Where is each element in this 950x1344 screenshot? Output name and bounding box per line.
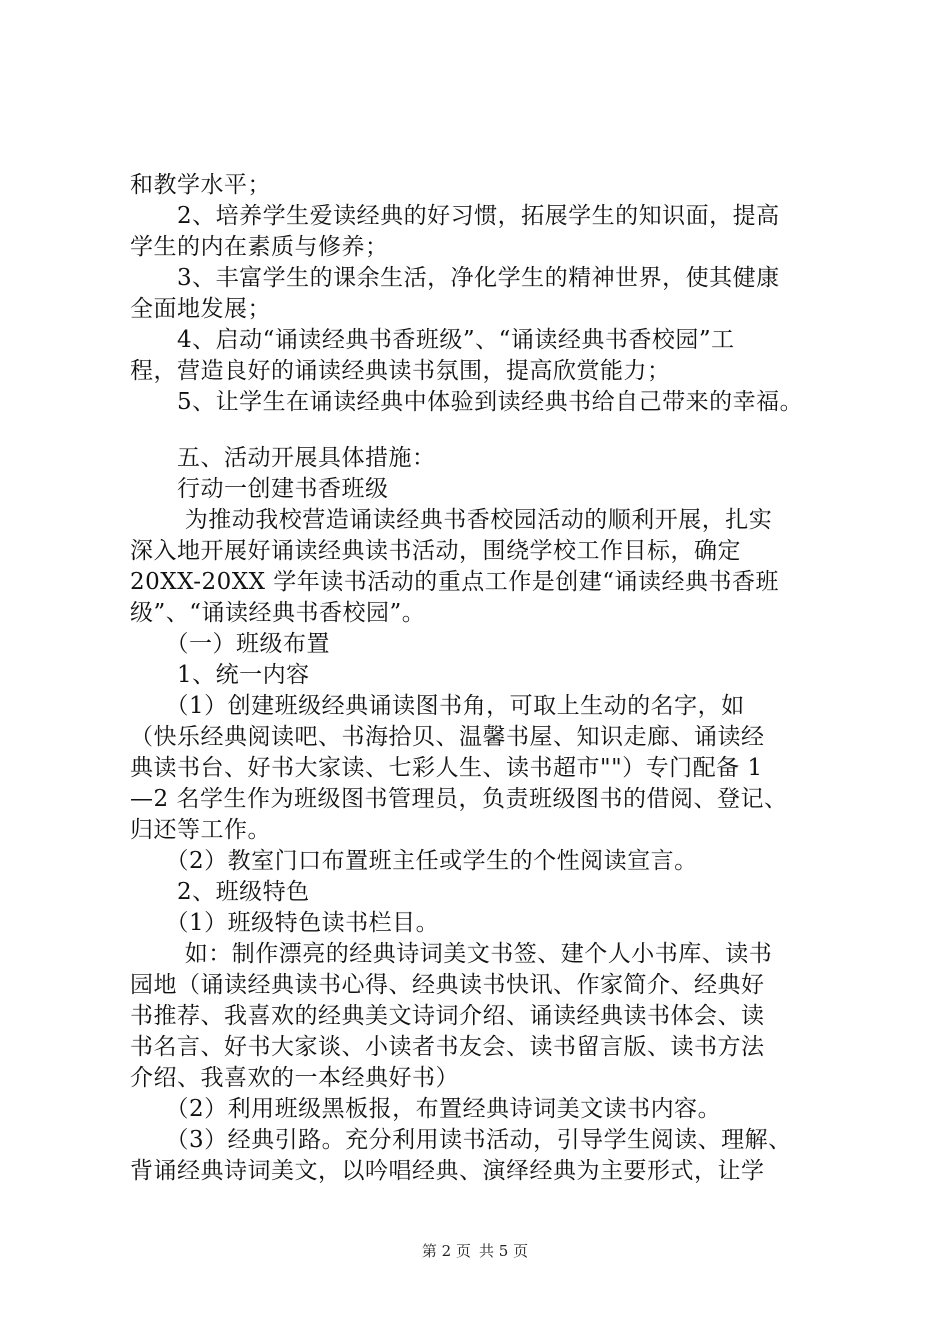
text-line: 背诵经典诗词美文，以吟唱经典、演绎经典为主要形式，让学 — [130, 1158, 765, 1184]
text-line: 5、让学生在诵读经典中体验到读经典书给自己带来的幸福。 — [130, 389, 804, 415]
text-line: 行动一创建书香班级 — [130, 476, 389, 502]
text-line: 1、统一内容 — [130, 662, 310, 688]
text-line: 学生的内在素质与修养； — [130, 234, 389, 260]
page-total: 共 5 页 — [479, 1242, 529, 1260]
text-line: 20XX-20XX 学年读书活动的重点工作是创建“诵读经典书香班 — [130, 569, 780, 595]
text-line: 书名言、好书大家谈、小读者书友会、读书留言版、读书方法 — [130, 1034, 765, 1060]
text-line: 程，营造良好的诵读经典读书氛围，提高欣赏能力； — [130, 358, 671, 384]
text-line: 介绍、我喜欢的一本经典好书） — [130, 1065, 459, 1091]
text-line: 如：制作漂亮的经典诗词美文书签、建个人小书库、读书 — [130, 941, 773, 967]
document-body — [130, 170, 835, 1187]
text-line: （2）利用班级黑板报，布置经典诗词美文读书内容。 — [130, 1096, 722, 1122]
text-line: 和教学水平； — [130, 172, 271, 198]
text-line: 书推荐、我喜欢的经典美文诗词介绍、诵读经典读书体会、读 — [130, 1003, 765, 1029]
text-line: 归还等工作。 — [130, 817, 271, 843]
text-line: （1）班级特色读书栏目。 — [130, 910, 440, 936]
text-line: （一）班级布置 — [130, 631, 330, 657]
text-line: （3）经典引路。充分利用读书活动，引导学生阅读、理解、 — [130, 1127, 792, 1153]
page-footer — [0, 1241, 950, 1261]
text-line: 2、班级特色 — [130, 879, 310, 905]
page-number: 第 2 页 — [421, 1242, 471, 1260]
text-line: 全面地发展； — [130, 296, 271, 322]
text-line: 深入地开展好诵读经典读书活动，围绕学校工作目标，确定 — [130, 538, 741, 564]
text-line: 园地（诵读经典读书心得、经典读书快讯、作家简介、经典好 — [130, 972, 765, 998]
text-line: （2）教室门口布置班主任或学生的个性阅读宣言。 — [130, 848, 698, 874]
text-line: —2 名学生作为班级图书管理员，负责班级图书的借阅、登记、 — [130, 786, 788, 812]
text-line: 典读书台、好书大家读、七彩人生、读书超市""）专门配备 1 — [130, 755, 763, 781]
text-line: 2、培养学生爱读经典的好习惯，拓展学生的知识面，提高 — [130, 203, 780, 229]
text-line: （快乐经典阅读吧、书海拾贝、温馨书屋、知识走廊、诵读经 — [130, 724, 765, 750]
text-line: 3、丰富学生的课余生活，净化学生的精神世界，使其健康 — [130, 265, 780, 291]
text-line: 级”、“诵读经典书香校园”。 — [130, 600, 426, 626]
text-line: 4、启动“诵读经典书香班级”、“诵读经典书香校园”工 — [130, 327, 735, 353]
paragraph-gap — [130, 418, 835, 443]
text-line: 五、活动开展具体措施： — [130, 445, 436, 471]
text-line: （1）创建班级经典诵读图书角，可取上生动的名字，如 — [130, 693, 745, 719]
text-line: 为推动我校营造诵读经典书香校园活动的顺利开展，扎实 — [130, 507, 773, 533]
